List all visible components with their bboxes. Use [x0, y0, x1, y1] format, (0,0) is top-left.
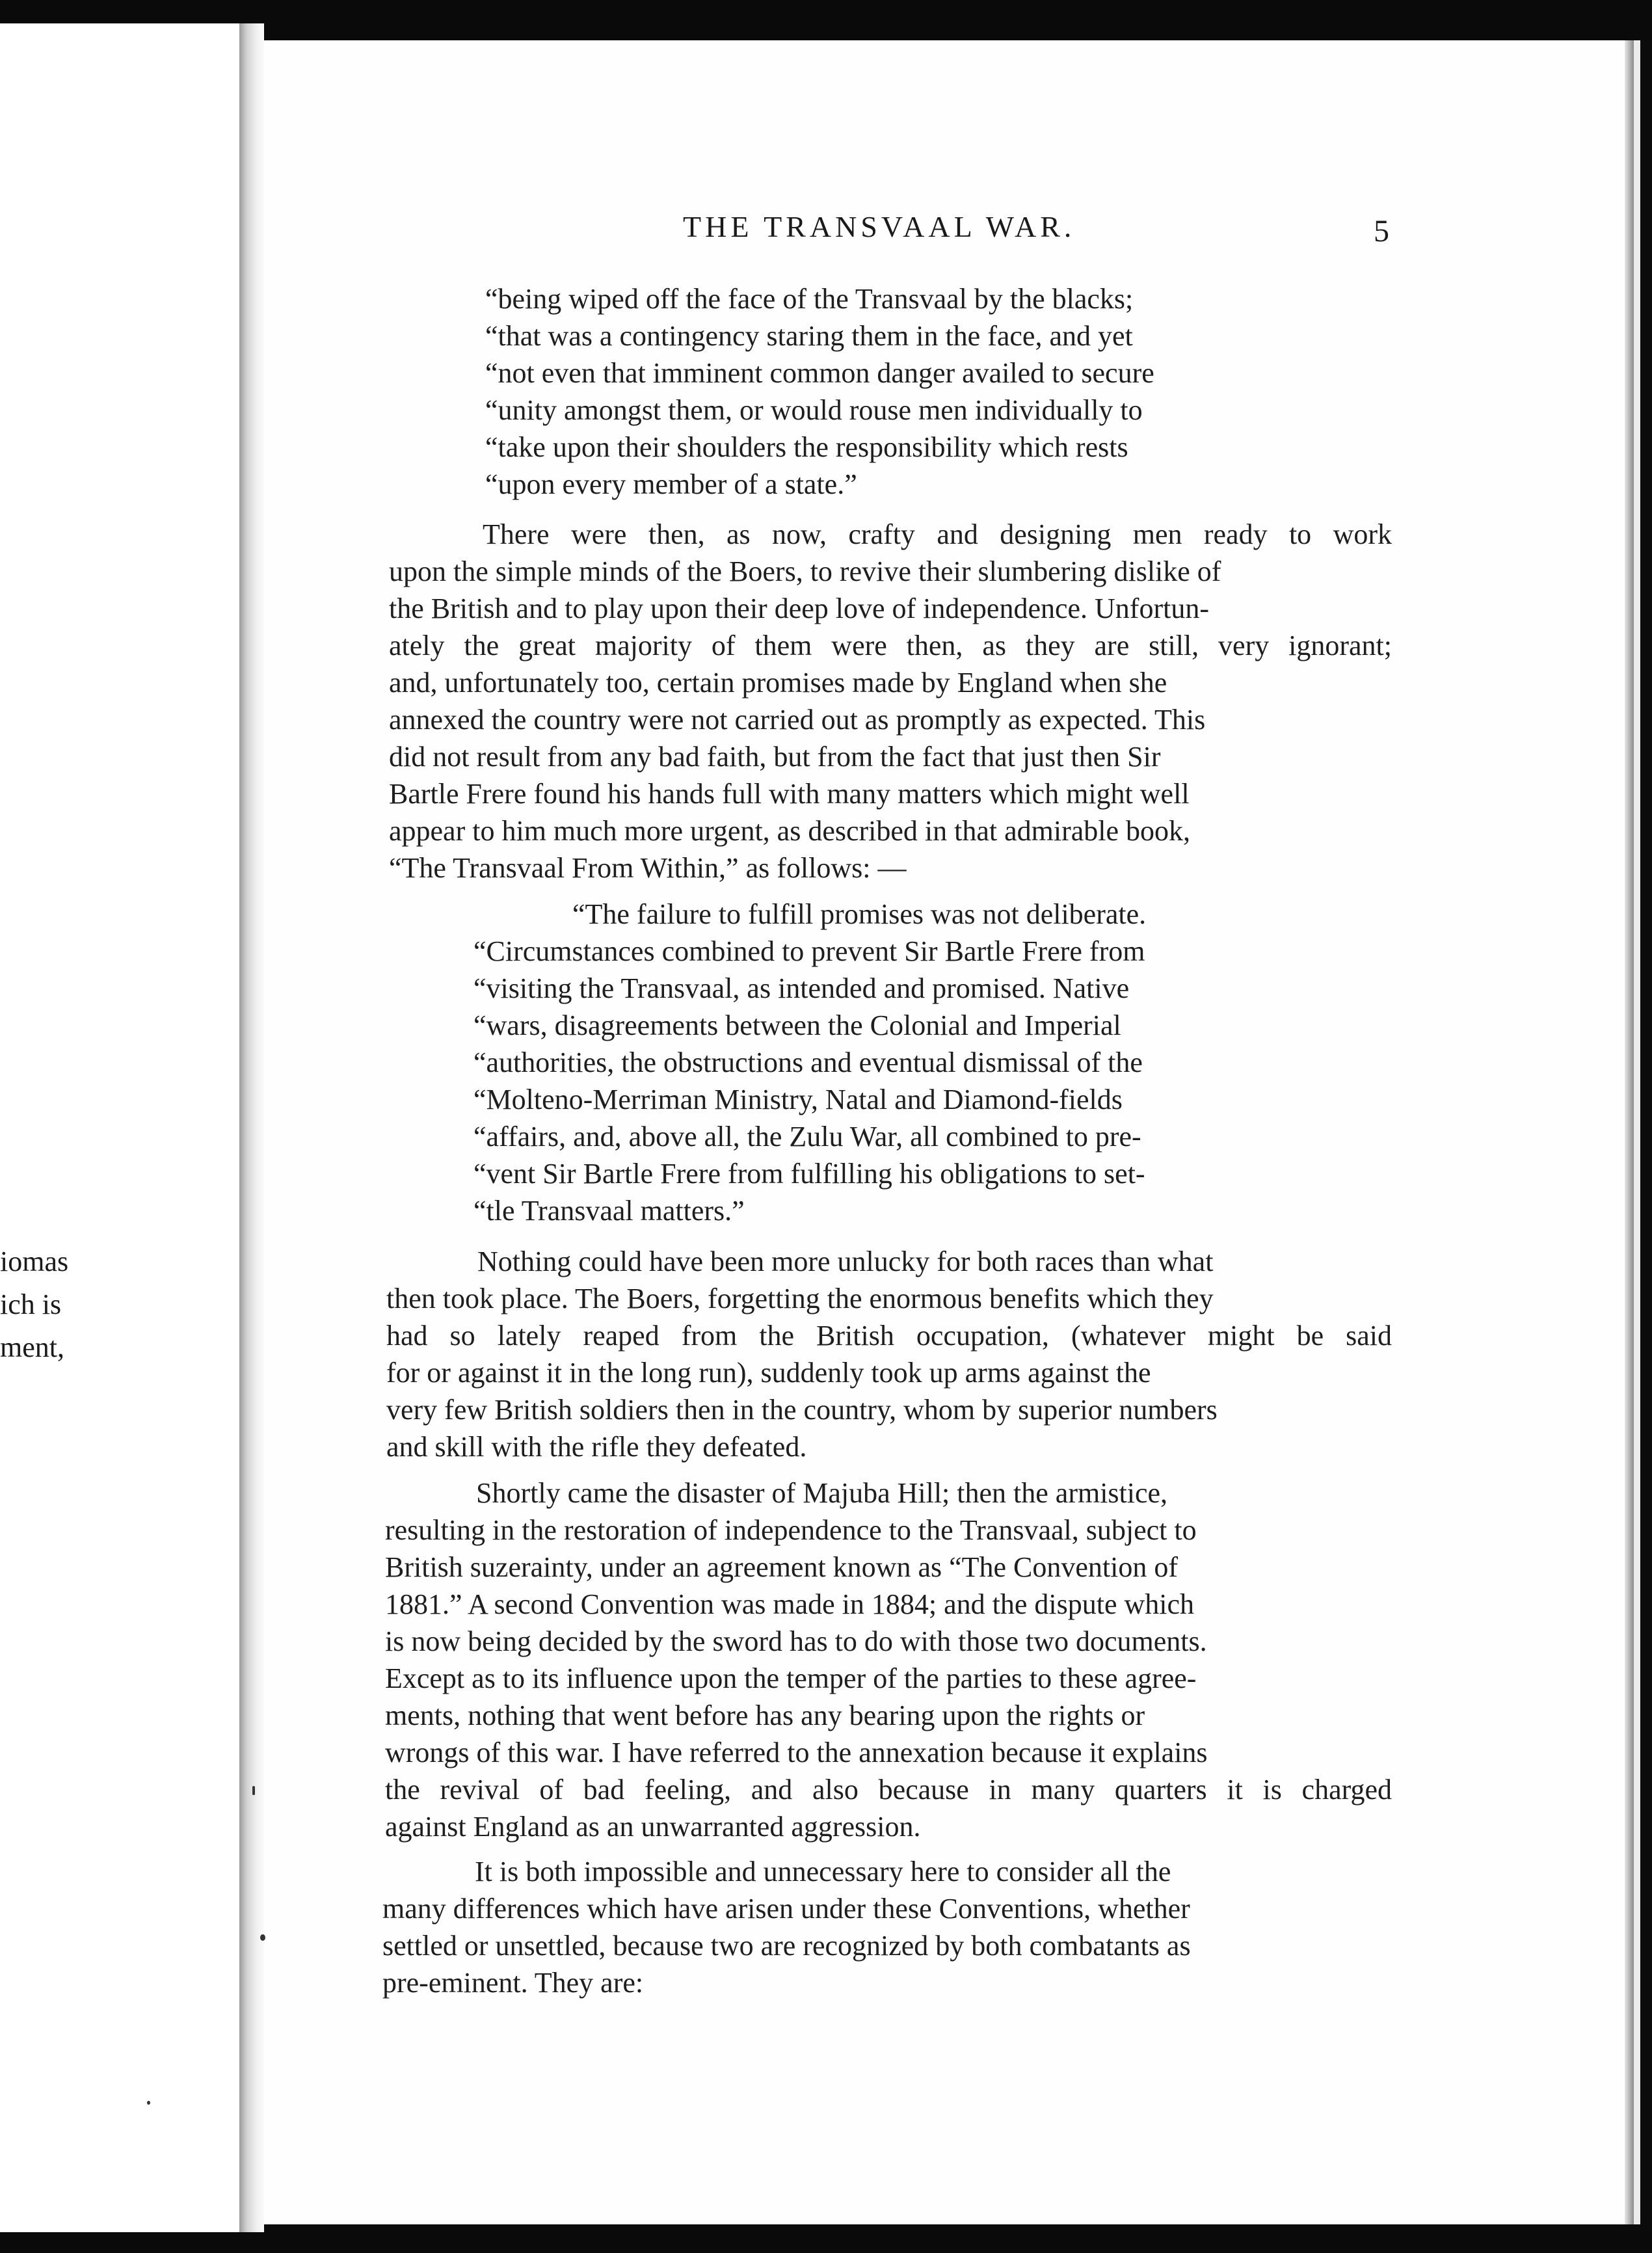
scan-speck — [147, 2101, 150, 2105]
text-line: Nothing could have been more unlucky for both races than what — [477, 1246, 1214, 1277]
text-line: Bartle Frere found his hands full with many matters which might well — [389, 778, 1190, 810]
page-right-edge-strip — [1634, 40, 1640, 2224]
text-line: pre-eminent. They are: — [382, 1967, 644, 1999]
text-line: “visiting the Transvaal, as intended and promised. Native — [473, 972, 1130, 1004]
page-number: 5 — [1374, 214, 1389, 248]
running-head: THE TRANSVAAL WAR. — [683, 210, 1076, 243]
text-line: upon the simple minds of the Boers, to revive their slumbering dislike of — [389, 555, 1221, 587]
text-line: Shortly came the disaster of Majuba Hill; then the armistice, — [476, 1477, 1168, 1509]
text-line: 1881.” A second Convention was made in 1884; and the dispute which — [385, 1588, 1195, 1620]
text-line: wrongs of this war. I have referred to the annexation because it explains — [385, 1737, 1208, 1768]
scan-speck — [252, 1786, 255, 1795]
scan-bottom-border — [0, 2232, 1652, 2253]
left-page-fragment: ment, — [0, 1331, 64, 1363]
text-line: ately the great majority of them were then, as they are still, very ignorant; — [389, 630, 1392, 661]
text-line: settled or unsettled, because two are recognized by both combatants as — [382, 1930, 1191, 1962]
text-line: the revival of bad feeling, and also because in many quarters it is charged — [385, 1774, 1392, 1806]
text-line: “upon every member of a state.” — [485, 468, 857, 500]
text-line: for or against it in the long run), suddenly took up arms against the — [386, 1357, 1151, 1389]
text-line: “take upon their shoulders the responsibility which rests — [485, 431, 1128, 463]
text-line: “affairs, and, above all, the Zulu War, all combined to pre- — [473, 1121, 1141, 1153]
text-line: “unity amongst them, or would rouse men individually to — [485, 394, 1143, 426]
text-line: There were then, as now, crafty and designing men ready to work — [483, 518, 1392, 550]
text-line: then took place. The Boers, forgetting the enormous benefits which they — [386, 1283, 1214, 1314]
text-line: “wars, disagreements between the Colonial and Imperial — [473, 1009, 1121, 1041]
text-line: Except as to its influence upon the temper of the parties to these agree- — [385, 1662, 1197, 1694]
text-line: and skill with the rifle they defeated. — [386, 1431, 807, 1463]
text-line: resulting in the restoration of independence to the Transvaal, subject to — [385, 1514, 1197, 1546]
left-page — [0, 23, 239, 2233]
text-line: “authorities, the obstructions and eventual dismissal of the — [473, 1047, 1143, 1078]
text-line: ments, nothing that went before has any bearing upon the rights or — [385, 1700, 1145, 1731]
text-line: and, unfortunately too, certain promises made by England when she — [389, 667, 1167, 699]
text-line: It is both impossible and unnecessary here to consider all the — [475, 1856, 1171, 1887]
text-line: “tle Transvaal matters.” — [473, 1195, 745, 1227]
text-line: “Molteno-Merriman Ministry, Natal and Diamond-fields — [473, 1084, 1123, 1115]
text-line: “The Transvaal From Within,” as follows: — — [389, 852, 907, 884]
scan-speck — [260, 1934, 265, 1941]
text-line: “being wiped off the face of the Transvaal by the blacks; — [485, 283, 1134, 315]
text-line: did not result from any bad faith, but from the fact that just then Sir — [389, 741, 1161, 773]
text-line: annexed the country were not carried out as promptly as expected. This — [389, 704, 1206, 736]
page-right-edge — [1625, 40, 1634, 2224]
text-line: the British and to play upon their deep love of independence. Unfortun- — [389, 593, 1209, 624]
text-line: British suzerainty, under an agreement known as “The Convention of — [385, 1551, 1179, 1583]
text-line: “The failure to fulfill promises was not deliberate. — [572, 898, 1147, 930]
text-line: appear to him much more urgent, as described in that admirable book, — [389, 815, 1191, 847]
left-page-fragment: iomas — [0, 1246, 69, 1277]
text-line: had so lately reaped from the British occupation, (whatever might be said — [386, 1320, 1392, 1352]
text-line: is now being decided by the sword has to do with those two documents. — [385, 1625, 1207, 1657]
text-line: against England as an unwarranted aggression. — [385, 1811, 921, 1843]
text-line: many differences which have arisen under these Conventions, whether — [382, 1893, 1190, 1925]
text-line: “Circumstances combined to prevent Sir Bartle Frere from — [473, 935, 1145, 967]
book-gutter — [239, 23, 264, 2233]
text-line: “that was a contingency staring them in the face, and yet — [485, 320, 1133, 352]
text-line: very few British soldiers then in the country, whom by superior numbers — [386, 1394, 1218, 1426]
text-line: “vent Sir Bartle Frere from fulfilling his obligations to set- — [473, 1158, 1145, 1190]
left-page-fragment: ich is — [0, 1288, 62, 1320]
text-line: “not even that imminent common danger availed to secure — [485, 357, 1154, 389]
